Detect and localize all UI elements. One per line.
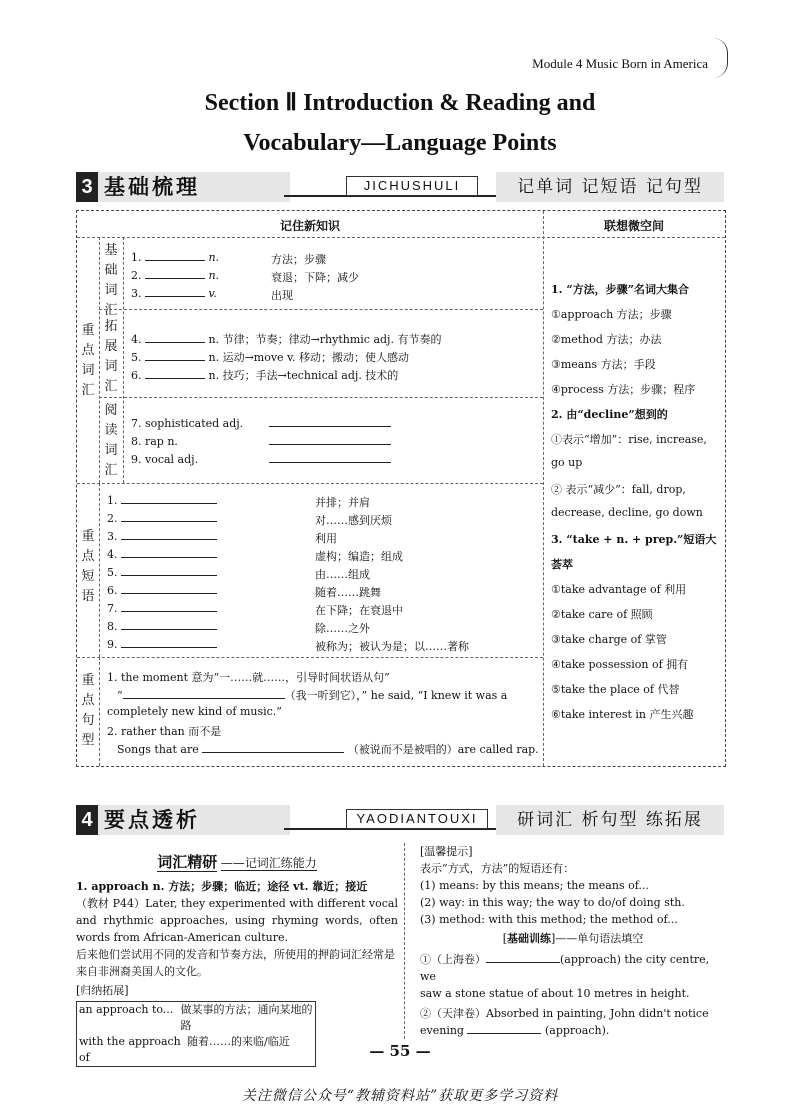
right-heading-3b: 荟萃 bbox=[551, 558, 573, 571]
phrase-3: 3. bbox=[107, 530, 217, 543]
right-item: ⑤take the place of 代替 bbox=[551, 683, 680, 696]
section3-label: 基础梳理 bbox=[98, 172, 290, 202]
phrase-meaning-7: 在下降；在衰退中 bbox=[315, 604, 403, 617]
tips-item-3: (3) method: with this method; the method of... bbox=[420, 913, 678, 926]
sentence2-head: 2. rather than 而不是 bbox=[107, 725, 222, 738]
extend-item-4: 4. n. 节律；节奏；律动→rhythmic adj. 有节奏的 bbox=[131, 333, 442, 346]
read-blank-9 bbox=[269, 453, 391, 466]
tips-item-2: (2) way: in this way; the way to do/of doing sth. bbox=[420, 896, 685, 909]
practice-q2-line2: evening (approach). bbox=[420, 1024, 610, 1037]
read-item-9: 9. vocal adj. bbox=[131, 453, 199, 466]
footer-note: 关注微信公众号“教辅资料站”获取更多学习资料 bbox=[241, 1088, 559, 1104]
read-blank-8 bbox=[269, 435, 391, 448]
header-bracket-decoration bbox=[713, 38, 728, 78]
section4-number: 4 bbox=[76, 805, 98, 835]
right-item: ①approach 方法；步骤 bbox=[551, 308, 672, 321]
practice-q1: ①（上海卷） (approach) the city centre, we bbox=[420, 953, 710, 983]
group-phrases-label: 重点短语 bbox=[81, 529, 95, 604]
group-vocab-label: 重点词汇 bbox=[81, 323, 95, 398]
practice-q2: ②（天津卷）Absorbed in painting, John didn't notice bbox=[420, 1007, 709, 1020]
vocab-study-column bbox=[76, 843, 398, 1067]
sentence1-head: 1. the moment 意为“一……就……，引导时间状语从句” bbox=[107, 671, 390, 684]
phrase-meaning-6: 随着……跳舞 bbox=[315, 586, 381, 599]
right-item: ③means 方法；手段 bbox=[551, 358, 656, 371]
sub-extend-label: 拓展词汇 bbox=[104, 319, 118, 394]
right-item: ② 表示“减少”：fall, drop, bbox=[551, 483, 686, 496]
page-number: — 55 — bbox=[369, 1042, 431, 1060]
vocab-study-heading bbox=[76, 851, 398, 872]
phrase-meaning-5: 由……组成 bbox=[315, 568, 370, 581]
phrase-meaning-1: 并排；并肩 bbox=[315, 496, 370, 509]
right-item: ①表示“增加”：rise, increase, bbox=[551, 433, 707, 446]
read-blank-7 bbox=[269, 417, 391, 430]
right-item: ②take care of 照顾 bbox=[551, 608, 653, 621]
induce-row: with the approach of 随着……的来临/临近 bbox=[79, 1035, 290, 1064]
right-item: ③take charge of 掌管 bbox=[551, 633, 667, 646]
tips-column bbox=[420, 843, 726, 1039]
right-item: ②method 方法；办法 bbox=[551, 333, 662, 346]
phrase-5: 5. bbox=[107, 566, 217, 579]
phrase-meaning-3: 利用 bbox=[315, 532, 337, 545]
section4-banner bbox=[76, 805, 724, 835]
section4-pinyin: YAODIANTOUXI bbox=[346, 809, 488, 829]
sentence1-line1: “ （我一听到它），” he said, “I knew it was a bbox=[117, 689, 508, 702]
section3-pinyin: JICHUSHULI bbox=[346, 176, 478, 196]
column-divider bbox=[404, 843, 405, 1039]
module-header: Module 4 Music Born in America bbox=[532, 56, 708, 71]
phrase-meaning-4: 虚构；编造；组成 bbox=[315, 550, 403, 563]
entry-head: 1. approach n. 方法；步骤；临近；途径 vt. 靠近；接近 bbox=[76, 880, 368, 893]
basic-meaning-2: 衰退；下降；减少 bbox=[271, 271, 359, 284]
right-item: ④take possession of 拥有 bbox=[551, 658, 689, 671]
right-heading-1: 1. “方法，步骤”名词大集合 bbox=[551, 283, 689, 296]
entry-example-en: （教材 P44）Later, they experimented with different vocal and rhythmic approaches, using rhyming words, often words from African-American culture. bbox=[76, 897, 398, 944]
phrase-4: 4. bbox=[107, 548, 217, 561]
phrase-2: 2. bbox=[107, 512, 217, 525]
section-title-line2: Vocabulary—Language Points bbox=[243, 130, 557, 156]
basic-item-2: 2. n. bbox=[131, 269, 220, 282]
extend-item-5: 5. n. 运动→move v. 移动；搬动；使人感动 bbox=[131, 351, 409, 364]
left-column-header: 记住新知识 bbox=[279, 219, 340, 233]
basic-item-1: 1. n. bbox=[131, 251, 220, 264]
tips-intro: 表示“方式，方法”的短语还有： bbox=[420, 862, 575, 875]
tips-tag: [温馨提示] bbox=[420, 845, 473, 858]
phrase-7: 7. bbox=[107, 602, 217, 615]
basic-meaning-3: 出现 bbox=[271, 289, 293, 302]
practice-heading: [基础训练]——单句语法填空 bbox=[502, 932, 644, 945]
phrase-meaning-8: 除……之外 bbox=[315, 622, 370, 635]
tips-item-1: (1) means: by this means; the means of... bbox=[420, 879, 649, 892]
right-heading-3: 3. “take + n. + prep.”短语大 bbox=[551, 533, 717, 546]
section3-number: 3 bbox=[76, 172, 98, 202]
read-item-8: 8. rap n. bbox=[131, 435, 178, 448]
section3-banner bbox=[76, 172, 724, 202]
sentence1-line2: completely new kind of music.” bbox=[107, 705, 282, 718]
right-item: decrease, decline, go down bbox=[551, 506, 703, 519]
sub-basic-label: 基础词汇 bbox=[104, 243, 118, 318]
phrase-6: 6. bbox=[107, 584, 217, 597]
practice-q1-line2: saw a stone statue of about 10 metres in height. bbox=[420, 987, 690, 1000]
basic-item-3: 3. v. bbox=[131, 287, 217, 300]
right-heading-2: 2. 由“decline”想到的 bbox=[551, 408, 668, 421]
group-sentences-label: 重点句型 bbox=[81, 673, 95, 748]
induce-row: an approach to... 做某事的方法；通向某地的路 bbox=[79, 1003, 313, 1032]
right-item: ④process 方法；步骤；程序 bbox=[551, 383, 696, 396]
sentence2-line: Songs that are （被说而不是被唱的）are called rap. bbox=[117, 743, 539, 756]
right-column-header: 联想微空间 bbox=[603, 219, 664, 233]
phrase-1: 1. bbox=[107, 494, 217, 507]
entry-example-cn: 后来他们尝试用不同的发音和节奏方法，所使用的押韵词汇经常是来自非洲裔美国人的文化。 bbox=[76, 948, 395, 978]
right-item: ①take advantage of 利用 bbox=[551, 583, 687, 596]
section4-slogan: 研词汇 析句型 练拓展 bbox=[496, 805, 724, 835]
right-item: go up bbox=[551, 456, 583, 469]
phrase-meaning-9: 被称为；被认为是；以……著称 bbox=[315, 640, 469, 653]
section3-slogan: 记单词 记短语 记句型 bbox=[496, 172, 724, 202]
section4-label: 要点透析 bbox=[98, 805, 290, 835]
phrase-9: 9. bbox=[107, 638, 217, 651]
read-item-7: 7. sophisticated adj. bbox=[131, 417, 244, 430]
section-title-line1: Section Ⅱ Introduction & Reading and bbox=[204, 90, 596, 116]
vocab-study-title: 词汇精研 bbox=[157, 853, 218, 871]
right-item: ⑥take interest in 产生兴趣 bbox=[551, 708, 694, 721]
basic-meaning-1: 方法；步骤 bbox=[271, 253, 326, 266]
knowledge-table bbox=[76, 210, 726, 767]
extend-item-6: 6. n. 技巧；手法→technical adj. 技术的 bbox=[131, 369, 399, 382]
induce-tag: [归纳拓展] bbox=[76, 984, 129, 997]
sub-read-label: 阅读词汇 bbox=[104, 403, 118, 478]
phrase-meaning-2: 对……感到厌烦 bbox=[315, 514, 392, 527]
vocab-study-sub: ——记词汇练能力 bbox=[220, 856, 317, 870]
phrase-8: 8. bbox=[107, 620, 217, 633]
